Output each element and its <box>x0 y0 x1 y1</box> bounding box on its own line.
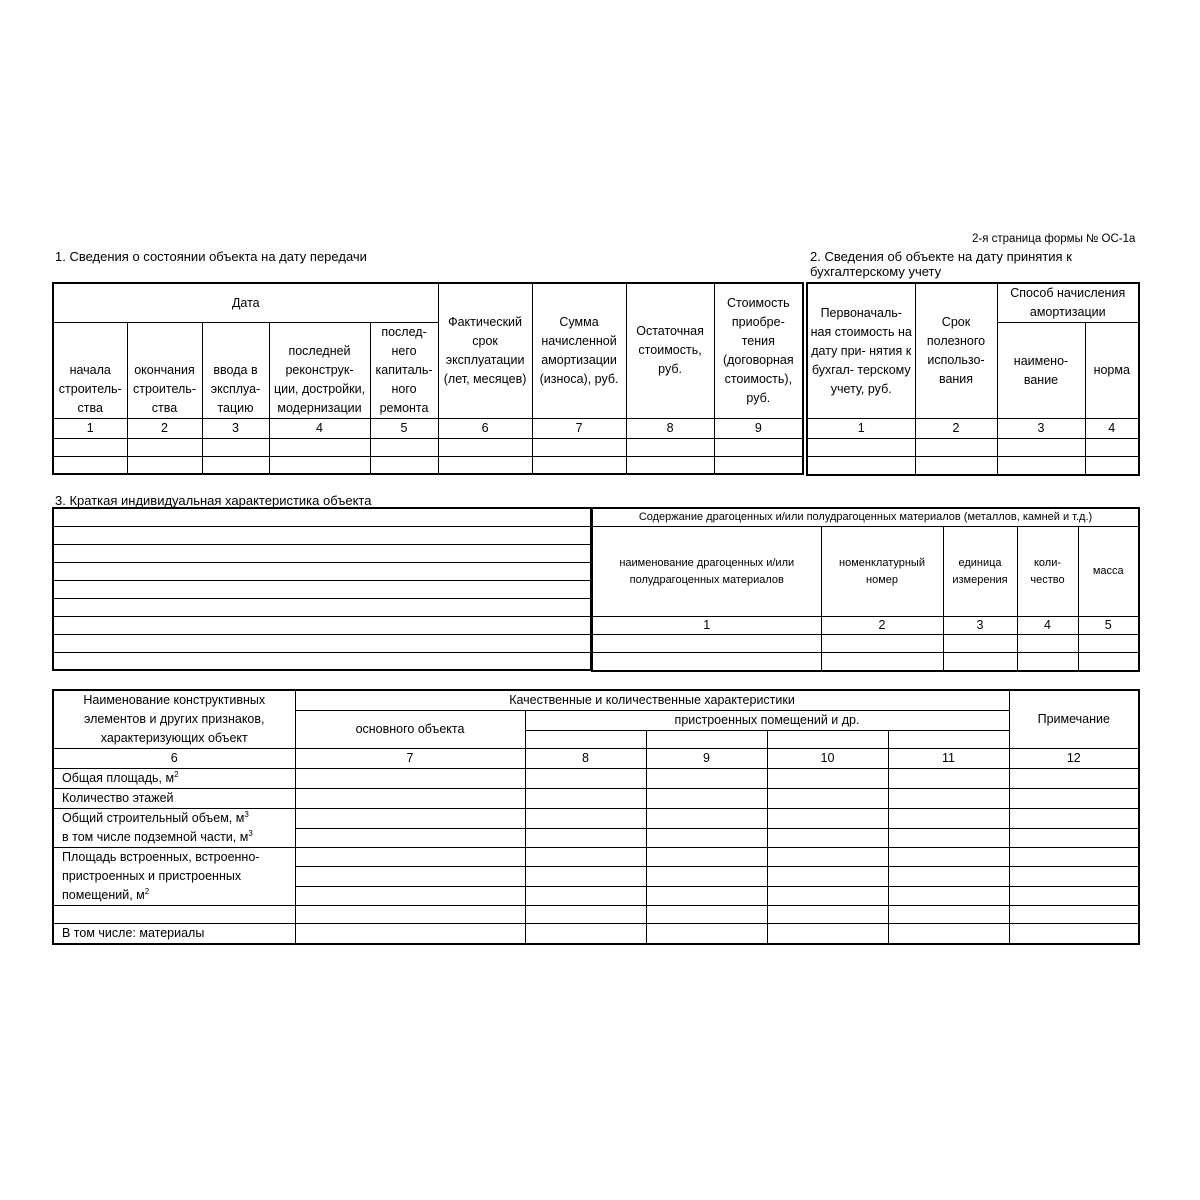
cell[interactable] <box>53 652 591 670</box>
cell[interactable] <box>1009 828 1139 848</box>
cell[interactable] <box>202 456 269 474</box>
table-row <box>53 544 591 562</box>
num-cell: 1 <box>592 617 821 635</box>
col-actual-term: Фактический срок эксплуатации (лет, месяцев) <box>438 283 532 418</box>
cell <box>888 731 1009 749</box>
cell[interactable] <box>1009 867 1139 886</box>
cell[interactable] <box>53 634 591 652</box>
cell[interactable] <box>295 769 525 789</box>
cell[interactable] <box>295 924 525 945</box>
cell[interactable] <box>295 809 525 829</box>
cell[interactable] <box>888 828 1009 848</box>
cell[interactable] <box>295 906 525 924</box>
col-amort-norm: норма <box>1085 323 1139 419</box>
section1-table <box>52 282 804 475</box>
cell[interactable] <box>53 526 591 544</box>
num-cell: 1 <box>807 419 915 439</box>
characteristics-table <box>52 689 1140 945</box>
cell[interactable] <box>1017 653 1078 671</box>
table-row <box>53 789 1139 809</box>
col-attached-premises: пристроенных помещений и др. <box>525 711 1009 731</box>
cell[interactable] <box>1009 789 1139 809</box>
cell[interactable] <box>646 848 767 867</box>
cell[interactable] <box>295 789 525 809</box>
table-row <box>53 809 1139 829</box>
table-row <box>592 653 1139 671</box>
row-label-volume: Общий строительный объем, $м^3$ в том числе подземной части, $м^3$ <box>53 809 295 848</box>
cell[interactable] <box>807 457 915 475</box>
section3-title: 3. Краткая индивидуальная характеристика объекта <box>55 493 372 508</box>
cell[interactable] <box>888 789 1009 809</box>
cell[interactable] <box>127 438 202 456</box>
cell[interactable] <box>997 439 1085 457</box>
cell[interactable] <box>646 867 767 886</box>
row-label-total-area: Общая площадь, $м^2$ <box>53 769 295 789</box>
col-element-name: Наименование конструктивных элементов и других признаков, характеризующих объект <box>53 690 295 749</box>
col-acquisition-cost: Стоимость приобре- тения (договорная стоимость), руб. <box>714 283 803 418</box>
section1-title: 1. Сведения о состоянии объекта на дату передачи <box>55 249 367 264</box>
num-cell: 9 <box>714 418 803 438</box>
cell[interactable] <box>1085 457 1139 475</box>
cell[interactable] <box>646 789 767 809</box>
cell[interactable] <box>646 886 767 905</box>
table-row <box>807 439 1139 457</box>
table-row <box>807 457 1139 475</box>
table-row <box>53 580 591 598</box>
table-row <box>53 848 1139 867</box>
cell[interactable] <box>53 544 591 562</box>
cell[interactable] <box>626 438 714 456</box>
cell[interactable] <box>888 848 1009 867</box>
cell[interactable] <box>1009 924 1139 945</box>
cell[interactable] <box>943 635 1017 653</box>
cell[interactable] <box>767 848 888 867</box>
cell[interactable] <box>714 438 803 456</box>
cell[interactable] <box>532 438 626 456</box>
row-label-floors: Количество этажей <box>53 789 295 809</box>
cell[interactable] <box>943 653 1017 671</box>
col-construction-start: начала строитель- ства <box>53 322 127 418</box>
cell[interactable] <box>532 456 626 474</box>
cell[interactable] <box>525 769 646 789</box>
cell[interactable] <box>807 439 915 457</box>
table-row <box>53 906 1139 924</box>
cell[interactable] <box>525 789 646 809</box>
table-row <box>53 924 1139 945</box>
num-cell: 2 <box>127 418 202 438</box>
col-last-repair: послед- него капиталь- ного ремонта <box>370 322 438 418</box>
num-cell: 12 <box>1009 749 1139 769</box>
col-residual-value: Остаточная стоимость, руб. <box>626 283 714 418</box>
cell[interactable] <box>525 848 646 867</box>
cell[interactable] <box>646 769 767 789</box>
row-label-materials: В том числе: материалы <box>53 924 295 945</box>
cell[interactable] <box>53 562 591 580</box>
num-cell: 9 <box>646 749 767 769</box>
table-row <box>53 526 591 544</box>
cell[interactable] <box>626 456 714 474</box>
num-cell: 5 <box>370 418 438 438</box>
col-unit: единица измерения <box>943 527 1017 617</box>
col-amort-name: наимено- вание <box>997 323 1085 419</box>
cell[interactable] <box>295 867 525 886</box>
table-row <box>592 635 1139 653</box>
table-row <box>53 456 803 474</box>
cell[interactable] <box>1009 769 1139 789</box>
num-cell: 2 <box>915 419 997 439</box>
cell[interactable] <box>821 635 943 653</box>
cell[interactable] <box>370 456 438 474</box>
cell[interactable] <box>269 456 370 474</box>
cell[interactable] <box>767 789 888 809</box>
col-commissioning: ввода в эксплуа- тацию <box>202 322 269 418</box>
cell[interactable] <box>1078 653 1139 671</box>
cell[interactable] <box>525 828 646 848</box>
cell[interactable] <box>646 906 767 924</box>
num-cell: 6 <box>438 418 532 438</box>
num-cell: 8 <box>626 418 714 438</box>
cell[interactable] <box>53 580 591 598</box>
table-row <box>53 438 803 456</box>
cell[interactable] <box>888 809 1009 829</box>
cell[interactable] <box>888 867 1009 886</box>
cell[interactable] <box>915 439 997 457</box>
num-cell: 5 <box>1078 617 1139 635</box>
num-cell: 3 <box>202 418 269 438</box>
table-row <box>53 769 1139 789</box>
col-material-name: наименование драгоценных и/или полудрагоценных материалов <box>592 527 821 617</box>
cell[interactable] <box>53 508 591 526</box>
cell[interactable] <box>53 438 127 456</box>
col-note: Примечание <box>1009 690 1139 749</box>
cell[interactable] <box>646 924 767 945</box>
col-construction-end: окончания строитель- ства <box>127 322 202 418</box>
table-row <box>53 652 591 670</box>
cell[interactable] <box>592 635 821 653</box>
col-useful-life: Срок полезного использо- вания <box>915 283 997 419</box>
num-cell: 2 <box>821 617 943 635</box>
table-row <box>53 598 591 616</box>
num-cell: 3 <box>997 419 1085 439</box>
cell <box>525 731 646 749</box>
col-main-object: основного объекта <box>295 711 525 749</box>
cell[interactable] <box>767 769 888 789</box>
num-cell: 11 <box>888 749 1009 769</box>
precious-header: Содержание драгоценных и/или полудрагоценных материалов (металлов, камней и т.д.) <box>592 508 1139 527</box>
col-depreciation: Сумма начисленной амортизации (износа), руб. <box>532 283 626 418</box>
cell[interactable] <box>269 438 370 456</box>
cell[interactable] <box>767 886 888 905</box>
cell <box>767 731 888 749</box>
cell[interactable] <box>127 456 202 474</box>
cell[interactable] <box>888 906 1009 924</box>
cell[interactable] <box>53 456 127 474</box>
cell[interactable] <box>646 809 767 829</box>
cell[interactable] <box>888 886 1009 905</box>
num-cell: 7 <box>532 418 626 438</box>
cell[interactable] <box>525 867 646 886</box>
num-cell: 4 <box>1017 617 1078 635</box>
section2-title: 2. Сведения об объекте на дату принятия к бухгалтерскому учету <box>810 249 1072 279</box>
cell[interactable] <box>767 828 888 848</box>
cell[interactable] <box>821 653 943 671</box>
cell[interactable] <box>202 438 269 456</box>
cell[interactable] <box>997 457 1085 475</box>
num-cell: 4 <box>1085 419 1139 439</box>
cell[interactable] <box>1009 809 1139 829</box>
section2-table <box>806 282 1140 476</box>
cell[interactable] <box>438 456 532 474</box>
num-cell: 1 <box>53 418 127 438</box>
qual-header: Качественные и количественные характеристики <box>295 690 1009 711</box>
cell[interactable] <box>295 828 525 848</box>
cell[interactable] <box>888 769 1009 789</box>
cell[interactable] <box>646 828 767 848</box>
num-cell: 4 <box>269 418 370 438</box>
cell[interactable] <box>767 924 888 945</box>
section3-description-table <box>52 507 592 671</box>
cell[interactable] <box>295 848 525 867</box>
table-row <box>53 634 591 652</box>
col-nomenclature-number: номенклатурный номер <box>821 527 943 617</box>
cell[interactable] <box>1085 439 1139 457</box>
num-cell: 6 <box>53 749 295 769</box>
cell[interactable] <box>370 438 438 456</box>
col-mass: масса <box>1078 527 1139 617</box>
cell[interactable] <box>53 598 591 616</box>
num-cell: 7 <box>295 749 525 769</box>
cell[interactable] <box>592 653 821 671</box>
table-row <box>53 562 591 580</box>
cell[interactable] <box>53 616 591 634</box>
num-cell: 8 <box>525 749 646 769</box>
num-cell: 3 <box>943 617 1017 635</box>
cell[interactable] <box>1009 848 1139 867</box>
table-row <box>53 616 591 634</box>
cell[interactable] <box>767 867 888 886</box>
cell[interactable] <box>888 924 1009 945</box>
cell[interactable] <box>767 809 888 829</box>
cell[interactable] <box>915 457 997 475</box>
precious-materials-table <box>591 507 1140 672</box>
cell[interactable] <box>525 809 646 829</box>
cell[interactable] <box>525 886 646 905</box>
cell <box>646 731 767 749</box>
num-cell: 10 <box>767 749 888 769</box>
cell[interactable] <box>525 906 646 924</box>
cell[interactable] <box>714 456 803 474</box>
cell[interactable] <box>1078 635 1139 653</box>
cell[interactable] <box>525 924 646 945</box>
col-quantity: коли- чество <box>1017 527 1078 617</box>
col-last-reconstruction: последней реконструк- ции, достройки, модернизации <box>269 322 370 418</box>
page-label: 2-я страница формы № ОС-1а <box>972 233 1136 245</box>
date-header: Дата <box>53 283 438 322</box>
cell[interactable] <box>1009 886 1139 905</box>
cell[interactable] <box>1009 906 1139 924</box>
amortization-header: Способ начисления амортизации <box>997 283 1139 323</box>
cell[interactable] <box>438 438 532 456</box>
col-initial-cost: Первоначаль- ная стоимость на дату при- нятия к бухгал- терскому учету, руб. <box>807 283 915 419</box>
cell[interactable] <box>1017 635 1078 653</box>
cell[interactable] <box>295 886 525 905</box>
table-row <box>53 508 591 526</box>
row-label-built-in-area: Площадь встроенных, встроенно- пристроенных и пристроенных помещений, $м^2$ <box>53 848 295 906</box>
row-label-blank <box>53 906 295 924</box>
cell[interactable] <box>767 906 888 924</box>
